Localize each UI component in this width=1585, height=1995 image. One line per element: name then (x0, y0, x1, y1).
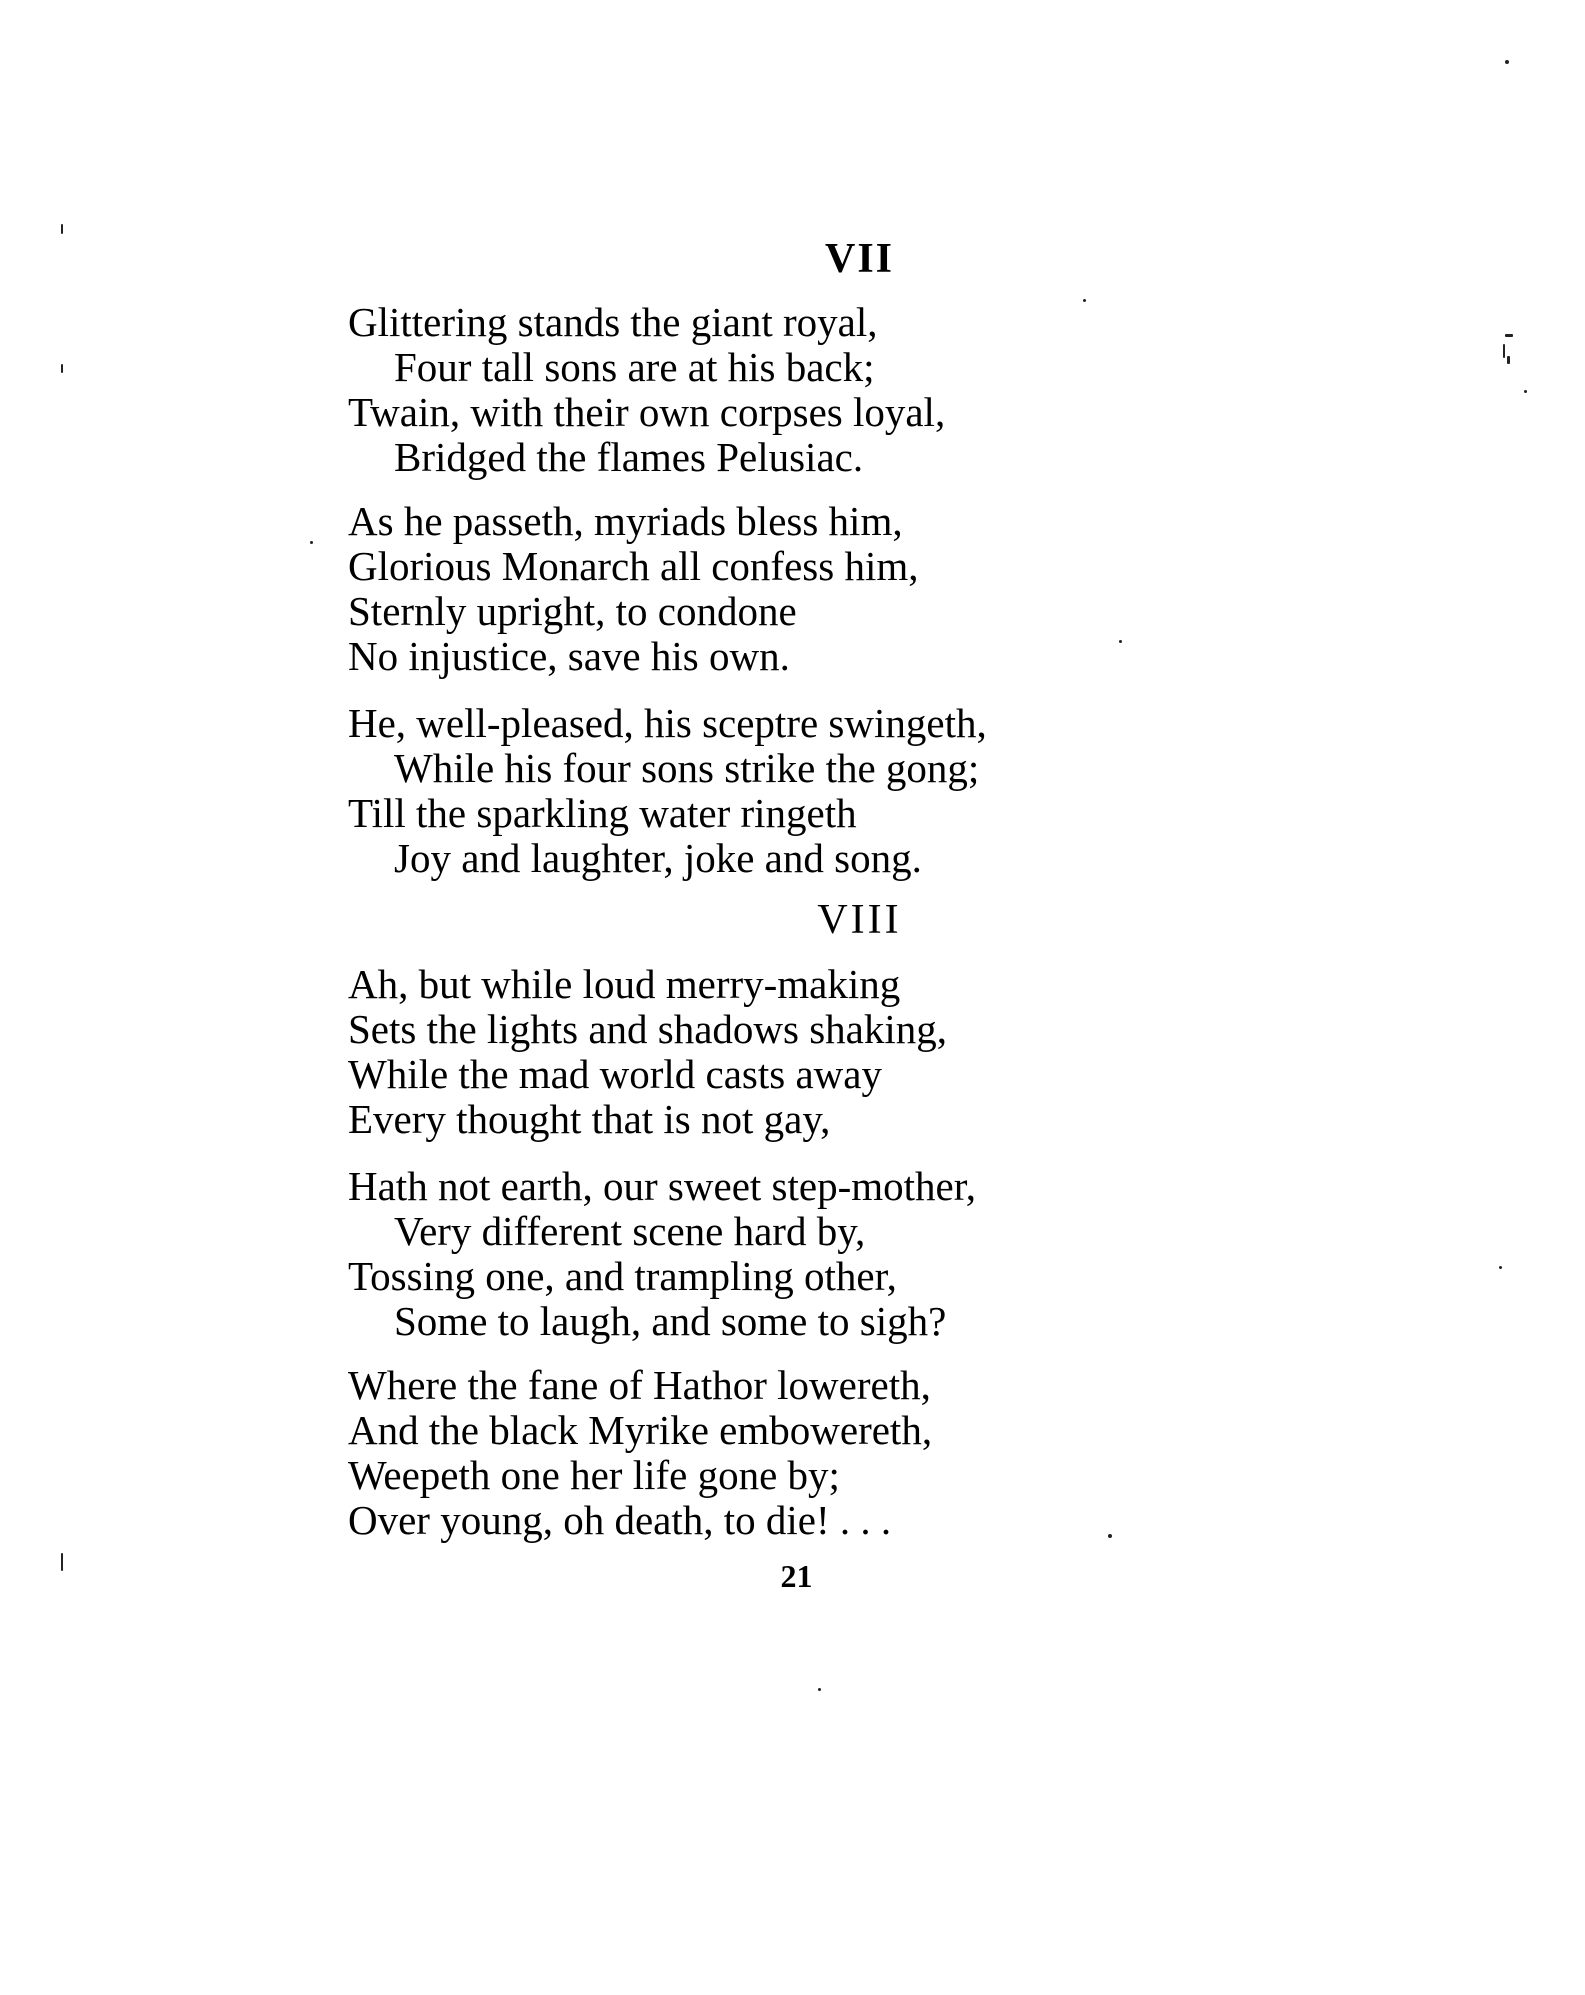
scan-speck (1108, 1534, 1112, 1538)
verse-line: Very different scene hard by, (394, 1208, 866, 1254)
stanza (348, 499, 1348, 679)
section-heading-viii: VIII (817, 897, 902, 943)
scan-speck (1505, 60, 1509, 64)
verse-line: Glittering stands the giant royal, (348, 299, 878, 345)
verse-line: Weepeth one her life gone by; (348, 1452, 840, 1498)
verse-line: Bridged the flames Pelusiac. (394, 434, 864, 480)
verse-line: While the mad world casts away (348, 1051, 882, 1097)
verse-line: Joy and laughter, joke and song. (394, 835, 922, 881)
verse-line: While his four sons strike the gong; (394, 745, 980, 791)
verse-line: Till the sparkling water ringeth (348, 790, 857, 836)
verse-line: No injustice, save his own. (348, 633, 790, 679)
verse-line: Where the fane of Hathor lowereth, (348, 1362, 931, 1408)
scan-speck (818, 1688, 821, 1691)
scan-speck (1503, 344, 1505, 358)
section-heading-vii: VII (824, 236, 895, 282)
verse-line: Hath not earth, our sweet step-mother, (348, 1163, 976, 1209)
scan-speck (61, 224, 63, 234)
verse-line: Glorious Monarch all confess him, (348, 543, 919, 589)
stanza (348, 1363, 1348, 1543)
page-number: 21 (780, 1558, 813, 1594)
verse-line: Every thought that is not gay, (348, 1096, 831, 1142)
scan-speck (1524, 390, 1527, 393)
verse-line: Twain, with their own corpses loyal, (348, 389, 946, 435)
verse-line: Tossing one, and trampling other, (348, 1253, 897, 1299)
verse-line: Sets the lights and shadows shaking, (348, 1006, 948, 1052)
scan-speck (1119, 640, 1122, 643)
stanza (348, 1164, 1348, 1344)
scan-speck (1507, 356, 1510, 364)
verse-line: Sternly upright, to condone (348, 588, 797, 634)
verse-line: Some to laugh, and some to sigh? (394, 1298, 947, 1344)
stanza (348, 701, 1348, 881)
scan-speck (1499, 1266, 1502, 1269)
stanza (348, 300, 1348, 480)
scan-speck (61, 1553, 63, 1571)
verse-line: As he passeth, myriads bless him, (348, 498, 903, 544)
stanza (348, 962, 1348, 1142)
verse-line: And the black Myrike embowereth, (348, 1407, 933, 1453)
scan-speck (1505, 334, 1513, 337)
verse-line: Ah, but while loud merry-making (348, 961, 901, 1007)
scan-speck (310, 541, 313, 544)
scan-speck (61, 364, 63, 373)
verse-line: Four tall sons are at his back; (394, 344, 875, 390)
verse-line: Over young, oh death, to die! . . . (348, 1497, 892, 1543)
scan-speck (1083, 299, 1086, 302)
verse-line: He, well-pleased, his sceptre swingeth, (348, 700, 987, 746)
